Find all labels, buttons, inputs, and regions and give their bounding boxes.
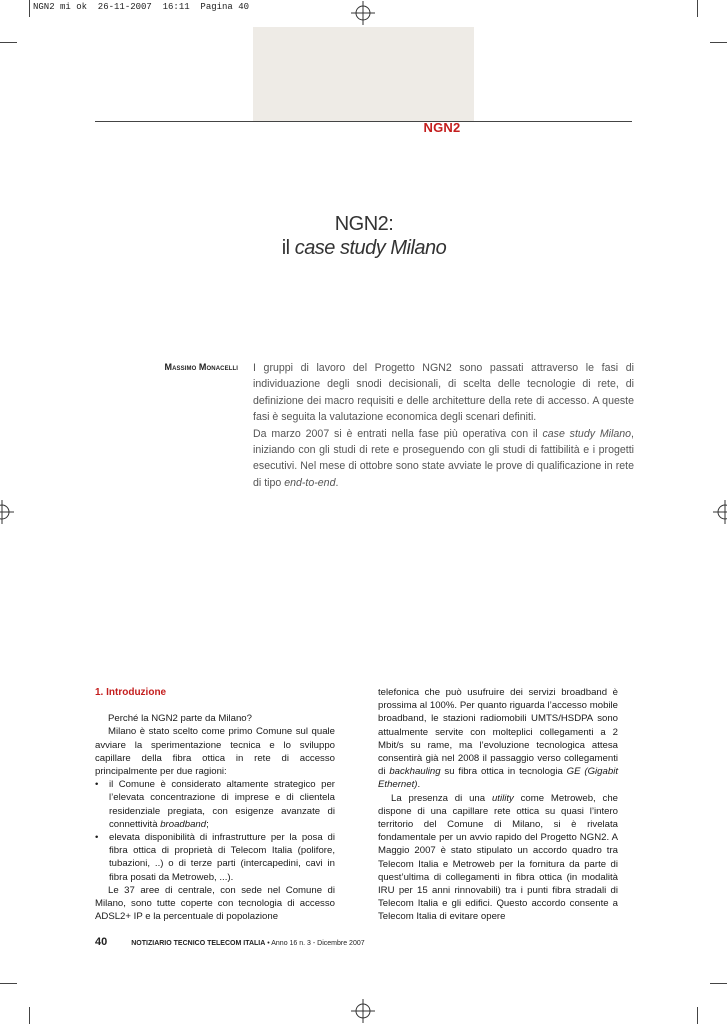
author-name: Massimo Monacelli: [164, 362, 238, 372]
crop-mark-icon: [697, 0, 698, 17]
body-column-left: [95, 686, 335, 923]
header-block: [253, 27, 474, 122]
body-paragraph: telefonica che può usufruire dei servizi broadband è prossima al 100%. Per quanto riguarda l’accesso mobile broadband, le stazioni radiomobili UMTS/HSDPA sono attualmente servite con molteplici collegamenti a 2 Mbit/s su rame, ma l’evoluzione tecnologica attesa consentirà già nel 2008 il passaggio verso collegamenti di backhauling su fibra ottica in tecnologia GE (Gigabit Ethernet).: [378, 687, 618, 791]
registration-mark-icon: [351, 999, 375, 1023]
body-paragraph: La presenza di una utility come Metroweb, che dispone di una capillare rete ottica su quasi l’intero territorio del Comune di Milano, si è rivelata fondamentale per un avvio rapido del Progetto NGN2. A Maggio 2007 è stato stipulato un accordo quadro tra Telecom Italia e Metroweb per la fornitura da parte di quest’ultima di collegamenti in fibra ottica (in modalità IRU per 15 anni rinnovabili) tra i punti fibra stradali di Telecom Italia e gli edifici. Questo accordo consente a Telecom Italia di evitare opere: [378, 792, 618, 923]
article-title: [200, 212, 528, 260]
section-tag: NGN2: [423, 120, 461, 135]
bullet-icon: •: [95, 779, 99, 791]
body-column-right: [378, 686, 618, 924]
crop-mark-icon: [0, 983, 17, 984]
crop-mark-icon: [710, 42, 727, 43]
bullet-icon: •: [95, 832, 99, 844]
section-heading: 1. Introduzione: [95, 687, 167, 698]
registration-mark-icon: [0, 500, 14, 524]
crop-mark-icon: [0, 42, 17, 43]
crop-mark-icon: [29, 0, 30, 17]
abstract-paragraph: I gruppi di lavoro del Progetto NGN2 sono passati attraverso le fasi di individuazione degli snodi decisionali, di scelta delle tecnologie di rete, di definizione dei macro requisiti e delle architetture della rete di accesso. A queste fasi è seguita la valutazione economica degli scenari definiti.: [253, 362, 634, 424]
crop-mark-icon: [697, 1007, 698, 1024]
page-number: 40: [95, 936, 108, 948]
crop-mark-icon: [710, 983, 727, 984]
body-paragraph: Le 37 aree di centrale, con sede nel Comune di Milano, sono tutte coperte con tecnologia di accesso ADSL2+ IP e la percentuale di popolazione: [95, 884, 335, 923]
bullet-item: • elevata disponibilità di infrastrutture per la posa di fibra ottica di proprietà di Telecom Italia (polifore, tubazioni, ..) o di terze parti (intercapedini, cavi in fibra posati da Metroweb, ...).: [95, 832, 335, 883]
registration-mark-icon: [713, 500, 727, 524]
abstract-paragraph: Da marzo 2007 si è entrati nella fase più operativa con il case study Milano, iniziando con gli studi di rete e proseguendo con gli studi di fattibilità e i progetti esecutivi. Nel mese di ottobre sono state avviate le prove di qualificazione in rete di tipo end-to-end.: [253, 427, 634, 489]
printer-slug: NGN2 mi ok 26-11-2007 16:11 Pagina 40: [33, 2, 250, 12]
body-paragraph: Milano è stato scelto come primo Comune sul quale avviare la sperimentazione tecnica e lo sviluppo capillare della fibra ottica in rete di accesso principalmente per due ragioni:: [95, 726, 335, 778]
bullet-item: • il Comune è considerato altamente strategico per l’elevata concentrazione di imprese e di clientela residenziale pregiata, con esigenze avanzate di connettività broadband;: [95, 779, 335, 830]
title-line-2: il case study Milano: [281, 237, 447, 259]
magazine-name: NOTIZIARIO TECNICO TELECOM ITALIA: [131, 940, 266, 947]
body-paragraph: Perché la NGN2 parte da Milano?: [108, 713, 252, 725]
title-line-1: NGN2:: [334, 213, 394, 235]
abstract: [253, 360, 634, 491]
issue-info: • Anno 16 n. 3 - Dicembre 2007: [265, 940, 365, 947]
page-footer: [95, 936, 495, 948]
registration-mark-icon: [351, 1, 375, 25]
crop-mark-icon: [29, 1007, 30, 1024]
